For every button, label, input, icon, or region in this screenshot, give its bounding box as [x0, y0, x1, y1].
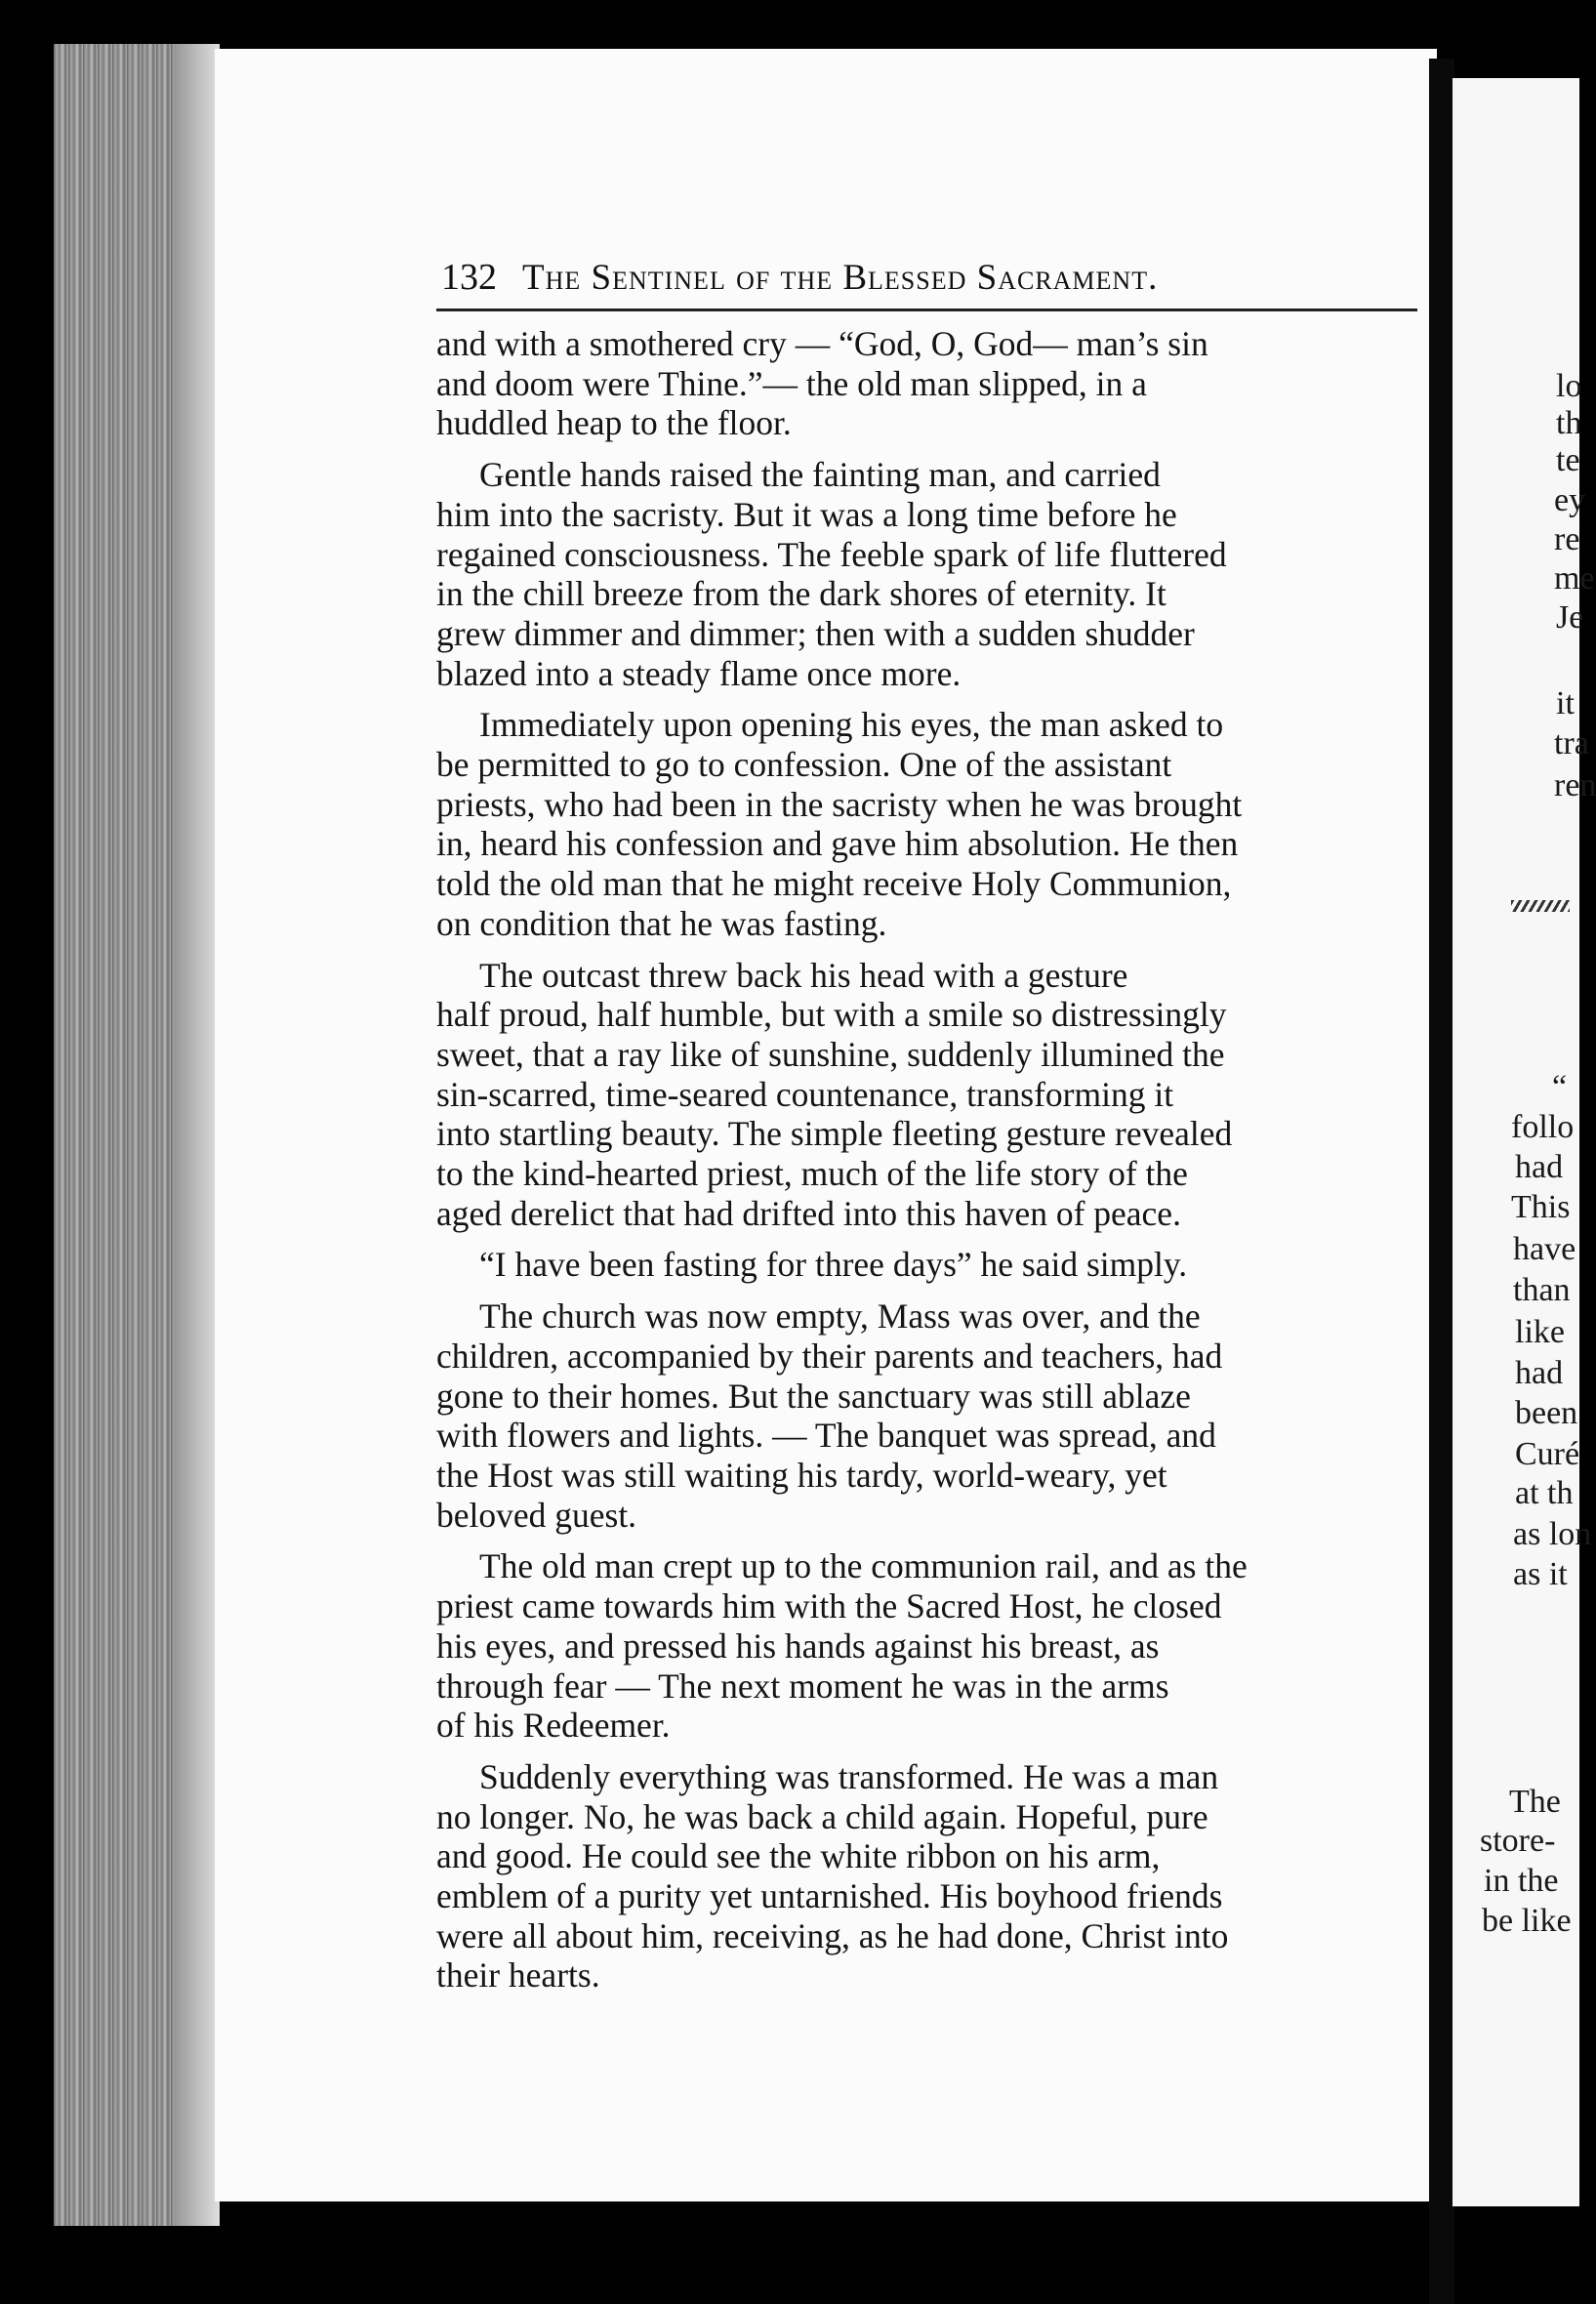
text-line: priest came towards him with the Sacred Host, he closed: [436, 1586, 1222, 1626]
text-line: and doom were Thine.”— the old man slipped, in a: [436, 363, 1147, 403]
text-line: his eyes, and pressed his hands against his breast, as: [436, 1625, 1160, 1666]
paragraph: [436, 1546, 1424, 1746]
text-line: into startling beauty. The simple fleeting gesture revealed: [436, 1114, 1233, 1154]
adjacent-page-fragment: re: [1554, 521, 1580, 557]
text-line: “I have been fasting for three days” he said simply.: [479, 1245, 1188, 1285]
text-line: emblem of a purity yet untarnished. His boyhood friends: [436, 1876, 1223, 1916]
text-line: sin-scarred, time-seared countenance, transforming it: [436, 1074, 1174, 1114]
header-rule: [436, 309, 1417, 311]
adjacent-page-fragment: te: [1556, 442, 1580, 478]
adjacent-page-fragment: been: [1515, 1395, 1578, 1431]
text-line: of his Redeemer.: [436, 1706, 671, 1746]
text-line: aged derelict that had drifted into this haven of peace.: [436, 1193, 1181, 1233]
text-line: The outcast threw back his head with a gesture: [479, 955, 1128, 995]
text-line: blazed into a steady flame once more.: [436, 653, 962, 693]
text-line: be permitted to go to confession. One of the assistant: [436, 745, 1172, 785]
text-line: and with a smothered cry — “God, O, God— man’s sin: [436, 324, 1208, 363]
ornament-divider: [1511, 900, 1570, 912]
adjacent-page-fragment: tra: [1554, 725, 1589, 761]
paragraph: [436, 1757, 1424, 1995]
adjacent-page-fragment: ren: [1554, 767, 1596, 803]
adjacent-page-fragment: store-: [1480, 1823, 1556, 1859]
adjacent-page-fragment: lo: [1556, 368, 1582, 404]
text-line: their hearts.: [436, 1955, 600, 1995]
page-number: 132: [441, 257, 497, 298]
page-edge-shadow: [176, 44, 220, 2226]
text-line: with flowers and lights. — The banquet was spread, and: [436, 1416, 1216, 1456]
adjacent-page-fragment: th: [1556, 405, 1582, 441]
text-line: grew dimmer and dimmer; then with a sudden shudder: [436, 613, 1195, 653]
running-title: The Sentinel of the Blessed Sacrament.: [522, 258, 1159, 298]
paragraph: [436, 1296, 1424, 1535]
text-line: children, accompanied by their parents and teachers, had: [436, 1336, 1223, 1376]
text-line: half proud, half humble, but with a smile so distressingly: [436, 995, 1227, 1035]
adjacent-page-fragment: Je: [1556, 599, 1584, 636]
text-line: were all about him, receiving, as he had done, Christ into: [436, 1915, 1229, 1955]
adjacent-page-fragment: be like: [1482, 1903, 1572, 1939]
adjacent-page-fragment: The: [1509, 1784, 1561, 1820]
adjacent-page-fragment: it: [1556, 685, 1575, 721]
adjacent-page-fragment: Curé: [1515, 1436, 1580, 1472]
adjacent-page-fragment: at th: [1515, 1475, 1574, 1511]
text-line: Immediately upon opening his eyes, the man asked to: [479, 705, 1224, 745]
text-line: Gentle hands raised the fainting man, and carried: [479, 455, 1161, 495]
text-line: through fear — The next moment he was in the arms: [436, 1666, 1169, 1706]
paragraph: [436, 1245, 1424, 1285]
adjacent-page-fragment: in the: [1484, 1863, 1559, 1899]
text-line: beloved guest.: [436, 1495, 637, 1535]
adjacent-page-fragment: “: [1552, 1069, 1568, 1105]
text-line: the Host was still waiting his tardy, world-weary, yet: [436, 1455, 1167, 1495]
adjacent-page-fragment: This: [1511, 1189, 1571, 1225]
text-line: to the kind-hearted priest, much of the life story of the: [436, 1154, 1188, 1194]
page-header: [441, 256, 1427, 301]
adjacent-page-fragment: as it: [1513, 1556, 1568, 1592]
body-text: [436, 324, 1424, 2007]
text-line: in, heard his confession and gave him absolution. He then: [436, 824, 1239, 864]
text-line: priests, who had been in the sacristy when he was brought: [436, 784, 1243, 824]
adjacent-page-fragment: had: [1515, 1149, 1564, 1185]
adjacent-page-fragment: as lon: [1513, 1516, 1592, 1552]
text-line: on condition that he was fasting.: [436, 903, 887, 943]
adjacent-page-fragment: have: [1513, 1231, 1576, 1267]
text-line: him into the sacristy. But it was a long time before he: [436, 494, 1177, 534]
text-line: no longer. No, he was back a child again. Hopeful, pure: [436, 1796, 1208, 1836]
paragraph: [436, 956, 1424, 1234]
paragraph: [436, 324, 1424, 443]
adjacent-page-fragment: follo: [1511, 1109, 1575, 1145]
book-gutter: [1429, 59, 1454, 2304]
text-line: gone to their homes. But the sanctuary was still ablaze: [436, 1376, 1191, 1416]
text-line: regained consciousness. The feeble spark of life fluttered: [436, 534, 1227, 574]
text-line: The church was now empty, Mass was over, and the: [479, 1296, 1201, 1337]
adjacent-page-fragment: me: [1554, 560, 1595, 597]
adjacent-page-fragment: than: [1513, 1272, 1571, 1308]
paragraph: [436, 455, 1424, 693]
text-line: and good. He could see the white ribbon on his arm,: [436, 1836, 1161, 1876]
text-line: Suddenly everything was transformed. He was a man: [479, 1756, 1219, 1796]
text-line: The old man crept up to the communion rail, and as the: [479, 1546, 1248, 1586]
adjacent-page-fragment: ey: [1554, 482, 1586, 518]
adjacent-page-fragment: like: [1515, 1314, 1565, 1350]
text-line: huddled heap to the floor.: [436, 403, 792, 443]
adjacent-page-fragment: had: [1515, 1355, 1564, 1391]
text-line: sweet, that a ray like of sunshine, suddenly illumined the: [436, 1034, 1225, 1074]
text-line: told the old man that he might receive Holy Communion,: [436, 864, 1232, 904]
text-line: in the chill breeze from the dark shores of eternity. It: [436, 574, 1166, 614]
paragraph: [436, 705, 1424, 943]
